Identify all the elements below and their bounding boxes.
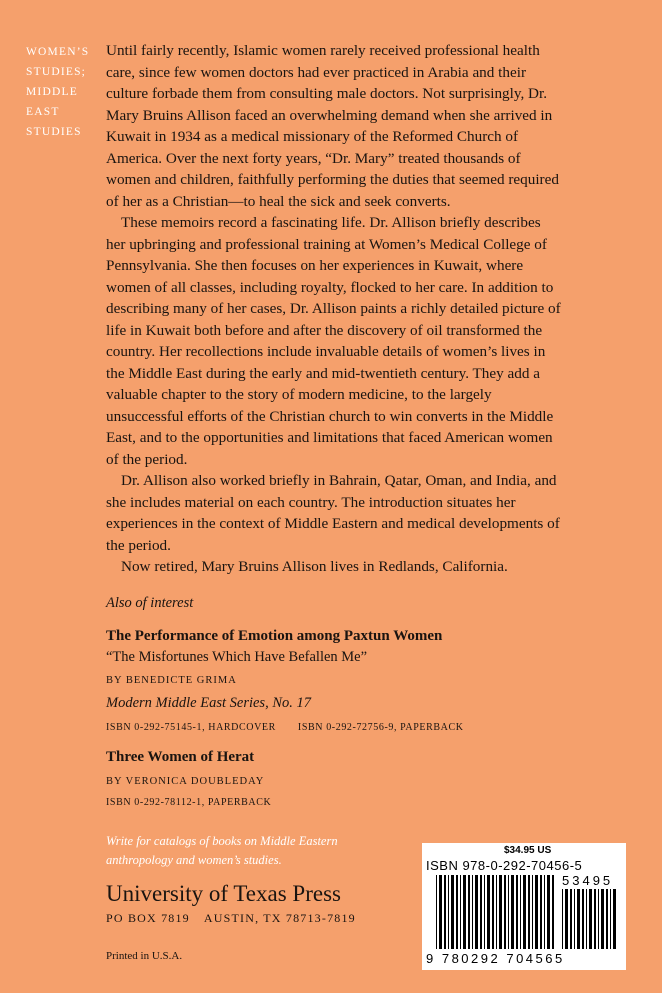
barcode-bar [540,875,542,949]
barcode-bar [535,875,538,949]
barcode-bar [460,875,461,949]
barcode-bar [439,875,442,949]
barcode-bar [451,875,454,949]
city: AUSTIN, TX 78713-7819 [203,911,356,925]
barcode-bar [565,889,568,949]
barcode-bar [552,875,554,949]
barcode-bar [436,875,437,949]
barcode-bar [468,875,470,949]
book-isbn-row [106,722,561,733]
barcode-bar [444,875,446,949]
book-series: Modern Middle East Series, No. 17 [106,694,311,711]
also-of-interest-heading: Also of interest [106,594,194,611]
po-box: PO BOX 7819 [106,911,190,925]
related-book [106,626,561,733]
barcode-bar [589,889,592,949]
category-line: WOMEN’S [26,46,90,58]
publisher-name: University of Texas Press [106,881,341,906]
barcode-bar [547,875,550,949]
main-text [106,40,561,808]
barcode-bar [544,875,545,949]
book-author: BY BENEDICTE GRIMA [106,674,237,686]
barcode-bar [511,875,514,949]
description-paragraph: These memoirs record a fascinating life. Dr. Allison briefly describes her upbringing and professional training at Women’s Medical College of Pennsylvania. She then focuses on her experiences in Kuwait, where women of all classes, including royalty, flocked to her care. In addition to describing many of her cases, Dr. Allison paints a richly detailed picture of life in Kuwait both before and after the discovery of oil transformed the country. Her recollections include invaluable details of women’s lives in the Middle East during the early and mid-twentieth century. They add a valuable chapter to the story of modern medicine, to the largely unsuccessful efforts of the Christian church to win converts in the Middle East, and to the opportunities and limitations that faced American women of the period. [106,214,561,468]
publisher-address [106,911,356,926]
barcode-ean-digits: 9 780292 704565 [426,951,565,966]
catalog-note: Write for catalogs of books on Middle Eastern anthropology and women’s studies. [106,834,338,867]
barcode-bar [504,875,506,949]
printed-in: Printed in U.S.A. [106,950,183,962]
barcode-bar [582,889,584,949]
barcode-bar [463,875,466,949]
barcode-bar [472,875,473,949]
barcode-bar [606,889,608,949]
barcode-bar [562,889,563,949]
barcode-bar [577,889,580,949]
barcode-bar [594,889,596,949]
barcode-bar [601,889,604,949]
barcode-bar [448,875,449,949]
isbn-paperback: ISBN 0-292-78112-1, PAPERBACK [106,796,272,808]
price-label: $34.95 US [504,845,552,856]
barcode-bar [492,875,494,949]
barcode-bar [480,875,482,949]
barcode-bar [570,889,572,949]
related-book [106,747,561,808]
barcode-bar [508,875,509,949]
category-line: EAST [26,106,60,118]
barcode-bar [484,875,485,949]
book-title: The Performance of Emotion among Paxtun Women [106,627,443,644]
barcode-bar [499,875,502,949]
barcode-bar [487,875,490,949]
book-author: BY VERONICA DOUBLEDAY [106,775,265,787]
book-subtitle: “The Misfortunes Which Have Befallen Me” [106,648,368,665]
barcode-bar [610,889,611,949]
book-isbn-row [106,797,561,808]
book-title: Three Women of Herat [106,748,255,765]
barcode-bar [574,889,575,949]
description-paragraph: Until fairly recently, Islamic women rarely received professional health care, since few women doctors had ever practiced in Arabia and their culture forbade them from consulting male doctors. Not surprisingly, Dr. Mary Bruins Allison faced an overwhelming demand when she arrived in Kuwait in 1934 as a medical missionary of the Reformed Church of America. Over the next forty years, “Dr. Mary” treated thousands of women and children, faithfully performing the duties that seemed required of her as a Christian—to heal the sick and seek converts. [106,42,559,210]
barcode-bar [475,875,478,949]
barcode-bar [598,889,599,949]
barcode-bar [496,875,497,949]
category-line: STUDIES; [26,66,87,78]
category-line: MIDDLE [26,86,78,98]
isbn-hardcover: ISBN 0-292-75145-1, HARDCOVER [106,721,276,733]
category-line: STUDIES [26,126,82,138]
barcode-bar [528,875,530,949]
barcode-isbn: ISBN 978-0-292-70456-5 [426,858,583,873]
barcode-bar [520,875,521,949]
barcode-bar [586,889,587,949]
barcode-bar [456,875,458,949]
isbn-paperback: ISBN 0-292-72756-9, PAPERBACK [297,721,464,733]
barcode-bar [613,889,616,949]
barcode-addon-digits: 53495 [562,873,614,888]
description-paragraph: Now retired, Mary Bruins Allison lives in Redlands, California. [121,558,508,575]
barcode-bar [516,875,518,949]
barcode-bar [532,875,533,949]
barcode-bar [523,875,526,949]
category-label [26,42,98,142]
description-paragraph: Dr. Allison also worked briefly in Bahrain, Qatar, Oman, and India, and she includes material on each country. The introduction situates her experiences in the context of Middle Eastern and medical developments of the period. [106,472,560,554]
barcode-box [422,843,626,970]
